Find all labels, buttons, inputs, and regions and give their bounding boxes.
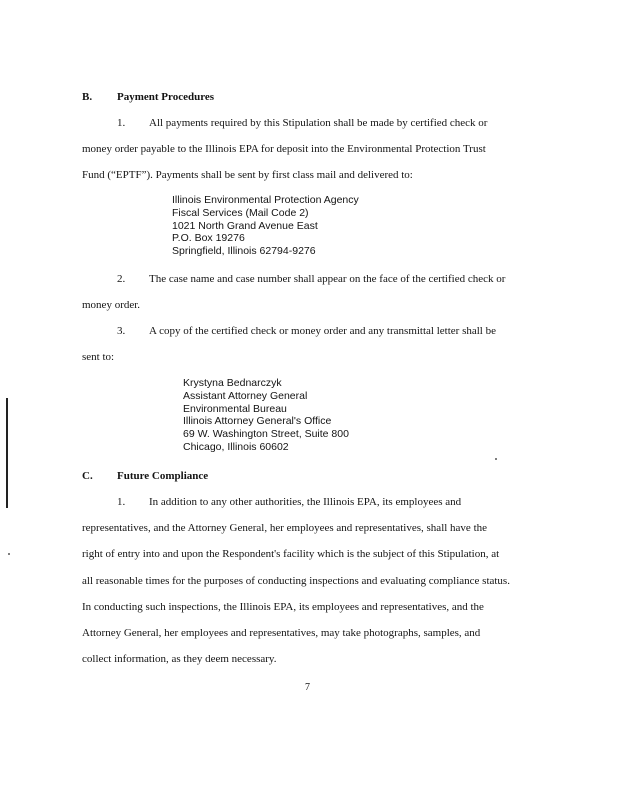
section-c-letter: C. <box>82 470 93 482</box>
para-c1-number: 1. <box>117 496 126 508</box>
para-b1-line-1: All payments required by this Stipulation shall be made by certified check or <box>149 117 488 129</box>
address-block-epa <box>172 194 359 258</box>
address-ag-line: 69 W. Washington Street, Suite 800 <box>183 428 349 441</box>
para-c1-line-3: right of entry into and upon the Respondent's facility which is the subject of this Stipulation, at <box>82 548 500 560</box>
para-c1-line-5: In conducting such inspections, the Illinois EPA, its employees and representatives, and the <box>82 601 484 613</box>
para-c1-line-2: representatives, and the Attorney General, her employees and representatives, shall have the <box>82 522 488 534</box>
address-epa-line: 1021 North Grand Avenue East <box>172 219 318 232</box>
address-epa-line: P.O. Box 19276 <box>172 232 245 245</box>
para-b2-line-1: The case name and case number shall appear on the face of the certified check or <box>149 273 506 285</box>
address-block-attorney-general <box>183 377 349 454</box>
para-b3-line-2: sent to: <box>82 351 115 363</box>
para-b1-number: 1. <box>117 117 126 129</box>
address-epa-line: Springfield, Illinois 62794-9276 <box>172 245 316 258</box>
para-b3-line-1: A copy of the certified check or money order and any transmittal letter shall be <box>149 325 496 337</box>
address-ag-line: Illinois Attorney General's Office <box>183 415 332 428</box>
section-c-title: Future Compliance <box>117 470 209 482</box>
para-c1-line-1: In addition to any other authorities, the Illinois EPA, its employees and <box>149 496 462 508</box>
address-ag-line: Environmental Bureau <box>183 402 287 415</box>
address-ag-line: Krystyna Bednarczyk <box>183 377 282 389</box>
scan-speck <box>495 458 497 460</box>
para-b1-line-3: Fund (“EPTF”). Payments shall be sent by first class mail and delivered to: <box>82 169 413 181</box>
address-ag-line: Chicago, Illinois 60602 <box>183 440 289 453</box>
para-c1-line-7: collect information, as they deem necessary. <box>82 653 277 665</box>
scan-margin-line <box>6 398 8 508</box>
para-b2-number: 2. <box>117 273 126 285</box>
para-b1-line-2: money order payable to the Illinois EPA for deposit into the Environmental Protection Trust <box>82 143 486 155</box>
page-number: 7 <box>305 682 310 693</box>
address-epa-line: Fiscal Services (Mail Code 2) <box>172 206 309 219</box>
section-b-letter: B. <box>82 91 93 103</box>
address-epa-line: Illinois Environmental Protection Agency <box>172 194 359 206</box>
para-c1-line-4: all reasonable times for the purposes of conducting inspections and evaluating compliance status. <box>82 575 510 587</box>
scan-speck <box>8 553 10 555</box>
para-c1-line-6: Attorney General, her employees and representatives, may take photographs, samples, and <box>82 627 481 639</box>
para-b3-number: 3. <box>117 325 126 337</box>
para-b2-line-2: money order. <box>82 299 141 311</box>
address-ag-line: Assistant Attorney General <box>183 389 308 402</box>
section-b-title: Payment Procedures <box>117 91 215 103</box>
